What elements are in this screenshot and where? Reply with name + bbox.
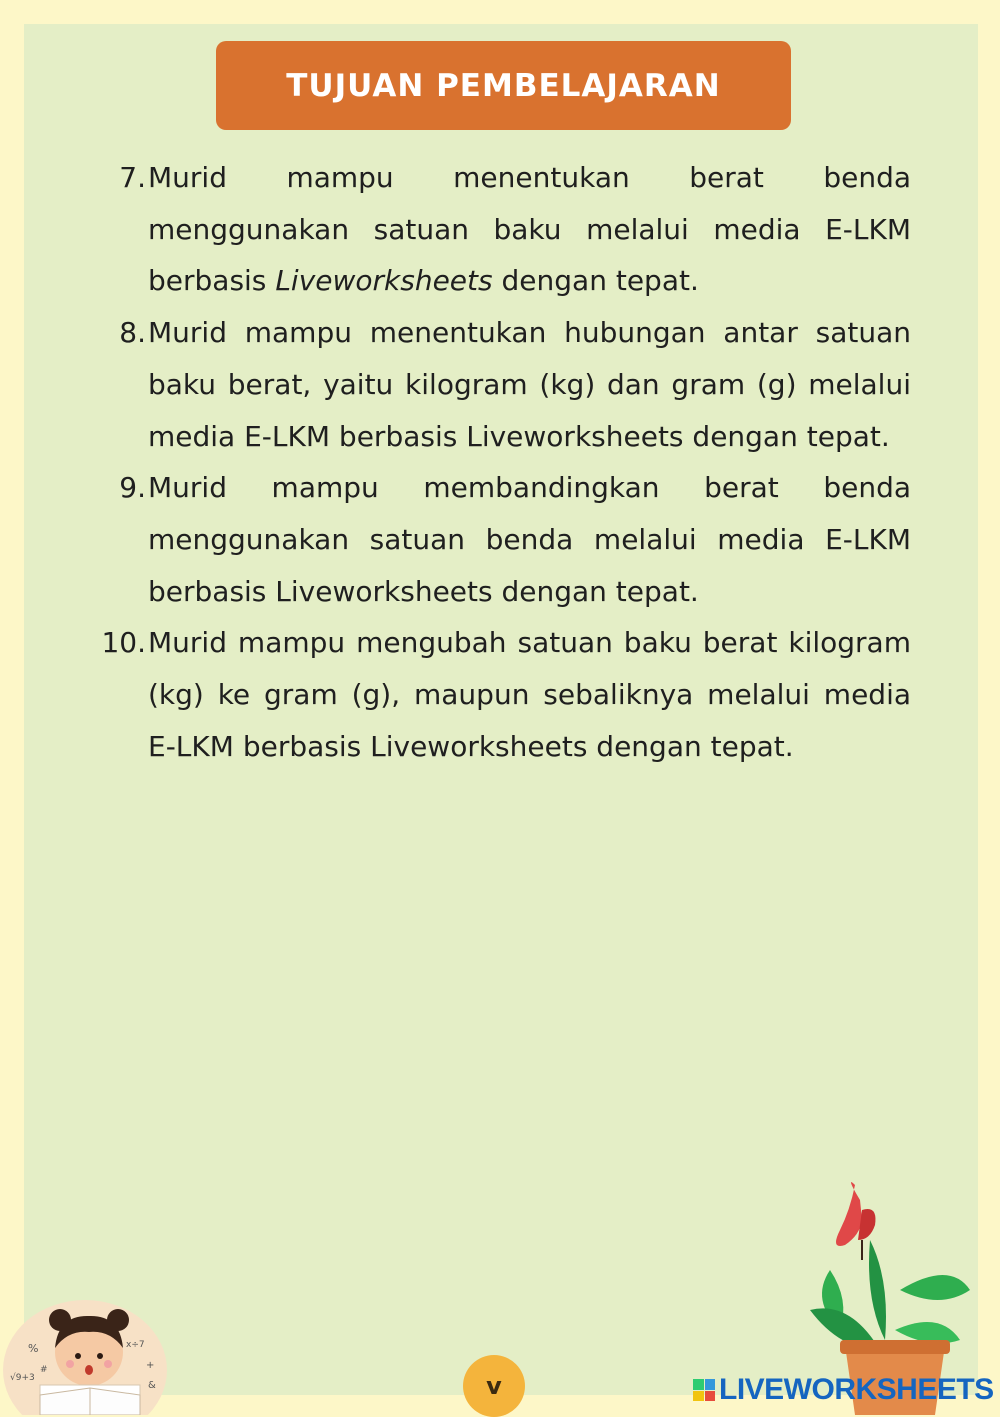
page-number-badge — [463, 1355, 525, 1417]
list-item — [96, 462, 911, 617]
objectives-list — [96, 152, 911, 772]
svg-text:x÷7: x÷7 — [126, 1340, 145, 1350]
list-item-number: 10. — [101, 626, 146, 660]
list-item-text: Murid mampu mengubah satuan baku berat kilogram (kg) ke gram (g), maupun sebaliknya melalui media E-LKM berbasis Liveworksheets dengan tepat. — [148, 626, 911, 763]
watermark-text: LIVEWORKSHEETS — [719, 1373, 994, 1406]
list-item-italic: Liveworksheets — [275, 264, 493, 298]
list-item-text: Murid mampu membandingkan berat benda menggunakan satuan benda melalui media E-LKM berbasis Liveworksheets dengan tepat. — [148, 471, 911, 608]
list-item-number: 8. — [119, 316, 146, 350]
page-title: TUJUAN PEMBELAJARAN — [286, 67, 721, 104]
list-item-number: 9. — [119, 471, 146, 505]
list-item-number: 7. — [119, 161, 146, 194]
list-item — [96, 152, 911, 307]
svg-text:#: # — [40, 1365, 48, 1375]
list-item — [96, 617, 911, 772]
title-banner — [216, 41, 791, 130]
list-item-text: Murid mampu menentukan hubungan antar satuan baku berat, yaitu kilogram (kg) dan gram (g) melalui media E-LKM berbasis Liveworksheets dengan tepat. — [148, 316, 911, 453]
girl-studying-illustration — [0, 1290, 175, 1415]
liveworksheets-watermark — [693, 1373, 994, 1407]
liveworksheets-logo-icon — [693, 1379, 715, 1401]
svg-text:+: + — [146, 1360, 155, 1371]
list-item-text: Murid mampu menentukan berat benda menggunakan satuan baku melalui media E-LKM berbasis — [148, 161, 911, 298]
list-item — [96, 307, 911, 462]
page-number: v — [486, 1372, 502, 1400]
list-item-text-end: dengan tepat. — [492, 264, 699, 298]
svg-text:√9+3: √9+3 — [10, 1373, 35, 1383]
svg-text:%: % — [28, 1342, 39, 1355]
svg-text:&: & — [148, 1380, 156, 1391]
